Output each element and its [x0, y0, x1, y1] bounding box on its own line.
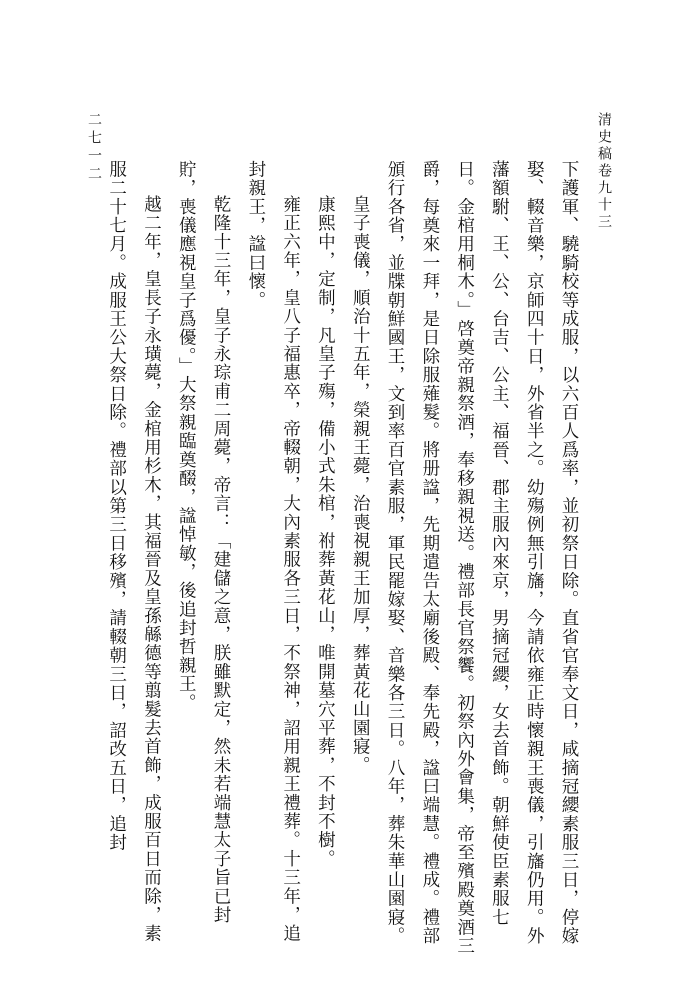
body-text — [99, 160, 586, 960]
paragraph-qianlong: 乾隆十三年，皇子永琮甫二周薨，帝言：「建儲之意，朕雖默定，然未若端慧太子旨已封貯，喪儀應視皇子爲優。」大祭親臨奠醊，諡悼敏，後追封哲親王。 — [176, 160, 232, 925]
paragraph-yuerjian: 越二年，皇長子永璜薨，金棺用杉木，其福晉及皇孫緜德等翦髮去首飾，成服百日而除，素服二十七月。成服王公大祭日除。禮部以第三日移殯，請輟朝三日，詔改五日，追封 — [106, 160, 162, 943]
paragraph-shunzhi: 皇子喪儀，順治十五年，榮親王薨，治喪視親王加厚，葬黃花山園寢。 — [350, 195, 371, 775]
page-number: 二七一二 — [86, 112, 102, 184]
paragraph-kangxi: 康熙中，定制，凡皇子殤，備小式朱棺，祔葬黃花山，唯開墓穴平葬，不封不樹。 — [315, 195, 336, 869]
running-header-title: 清史稿卷九十三 — [596, 112, 612, 231]
paragraph-continued: 下護軍、驍騎校等成服，以六百人爲率，並初祭日除。直省官奉文日，咸摘冠纓素服三日，停嫁娶、輟音樂，京師四十日，外省半之。幼殤例無引旛，今請依雍正時懷親王喪儀，引旛仍用。外藩額駙、王、公、台吉、公主、福晉、郡主服內來京，男摘冠纓，女去首飾。朝鮮使臣素服七日。金棺用桐木。」啓奠帝親祭酒，奉移親視送。禮部長官祭饗。初祭內外會集，帝至殯殿奠酒三爵，每奠來一拜，是日除服薙髮。將册諡，先期遣告太廟後殿、奉先殿，諡曰端慧。禮成。禮部頒行各省，並牒朝鮮國王，文到率百官素服，軍民罷嫁娶、音樂各三日。八年，葬朱華山園寢。 — [385, 160, 579, 956]
paragraph-yongzheng: 雍正六年，皇八子福惠卒，帝輟朝，大內素服各三日，不祭神，詔用親王禮葬。十三年，追封親王，諡曰懷。 — [245, 160, 301, 943]
